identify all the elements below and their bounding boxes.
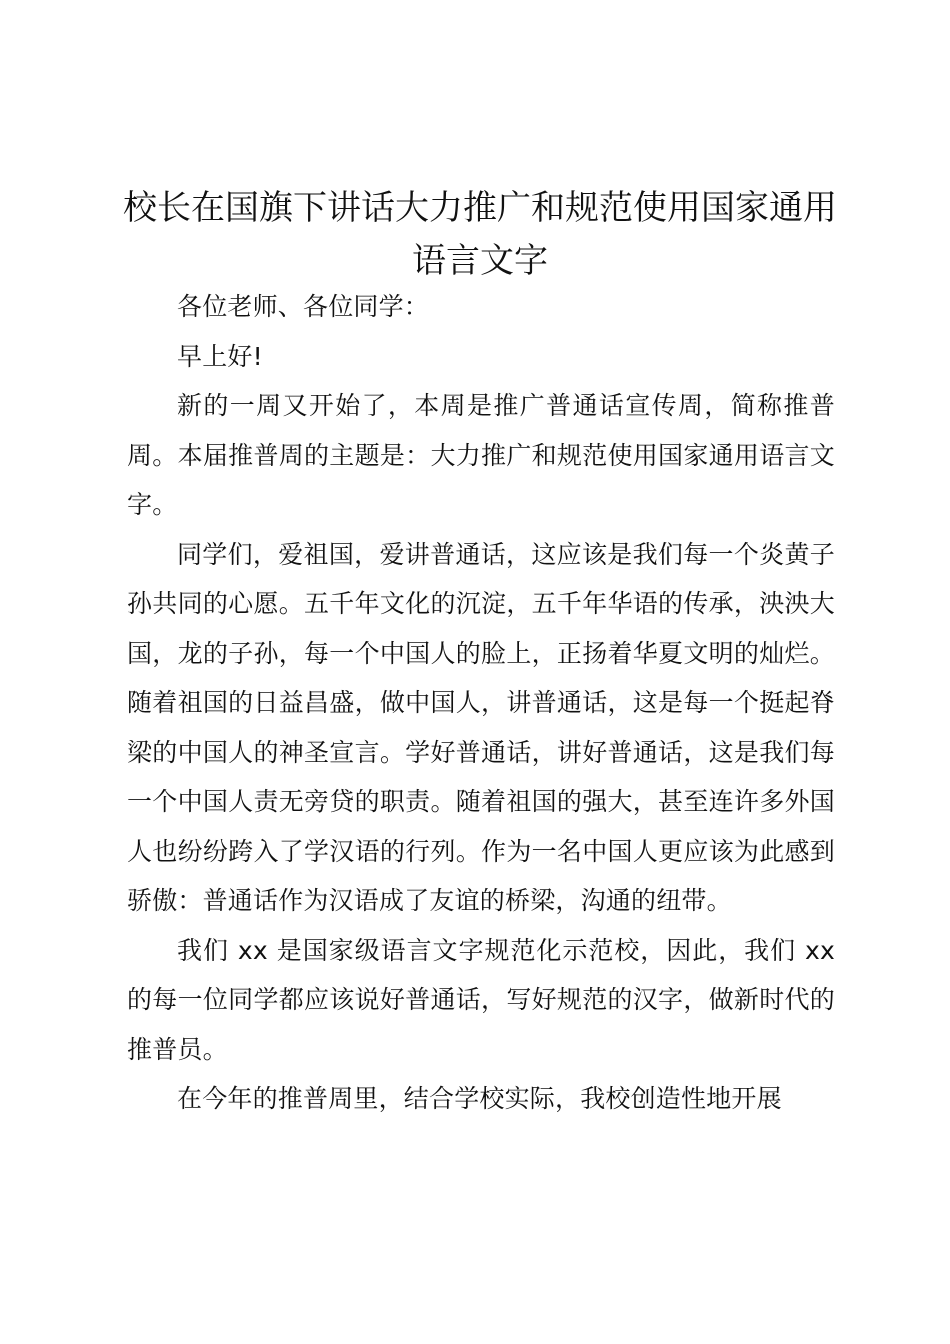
body-paragraph: 新的一周又开始了，本周是推广普通话宣传周，简称推普周。本届推普周的主题是：大力推广和规范使用国家通用语言文字。 [127, 391, 835, 519]
body-paragraph: 同学们，爱祖国，爱讲普通话，这应该是我们每一个炎黄子孙共同的心愿。五千年文化的沉淀，五千年华语的传承，泱泱大国，龙的子孙，每一个中国人的脸上，正扬着华夏文明的灿烂。随着祖国的日益昌盛，做中国人，讲普通话，这是每一个挺起脊梁的中国人的神圣宣言。学好普通话，讲好普通话，这是我们每一个中国人责无旁贷的职责。随着祖国的强大，甚至连许多外国人也纷纷跨入了学汉语的行列。作为一名中国人更应该为此感到骄傲：普通话作为汉语成了友谊的桥梁，沟通的纽带。 [127, 539, 835, 915]
greeting-paragraph: 早上好! [177, 341, 263, 371]
body-paragraph: 在今年的推普周里，结合学校实际，我校创造性地开展 [177, 1084, 782, 1113]
document-body [127, 282, 835, 1124]
document-title: 校长在国旗下讲话大力推广和规范使用国家通用语言文字 [123, 188, 837, 281]
salutation-paragraph: 各位老师、各位同学： [177, 292, 430, 321]
body-paragraph: 我们 xx 是国家级语言文字规范化示范校，因此，我们 xx 的每一位同学都应该说好普通话，写好规范的汉字，做新时代的推普员。 [127, 935, 835, 1064]
